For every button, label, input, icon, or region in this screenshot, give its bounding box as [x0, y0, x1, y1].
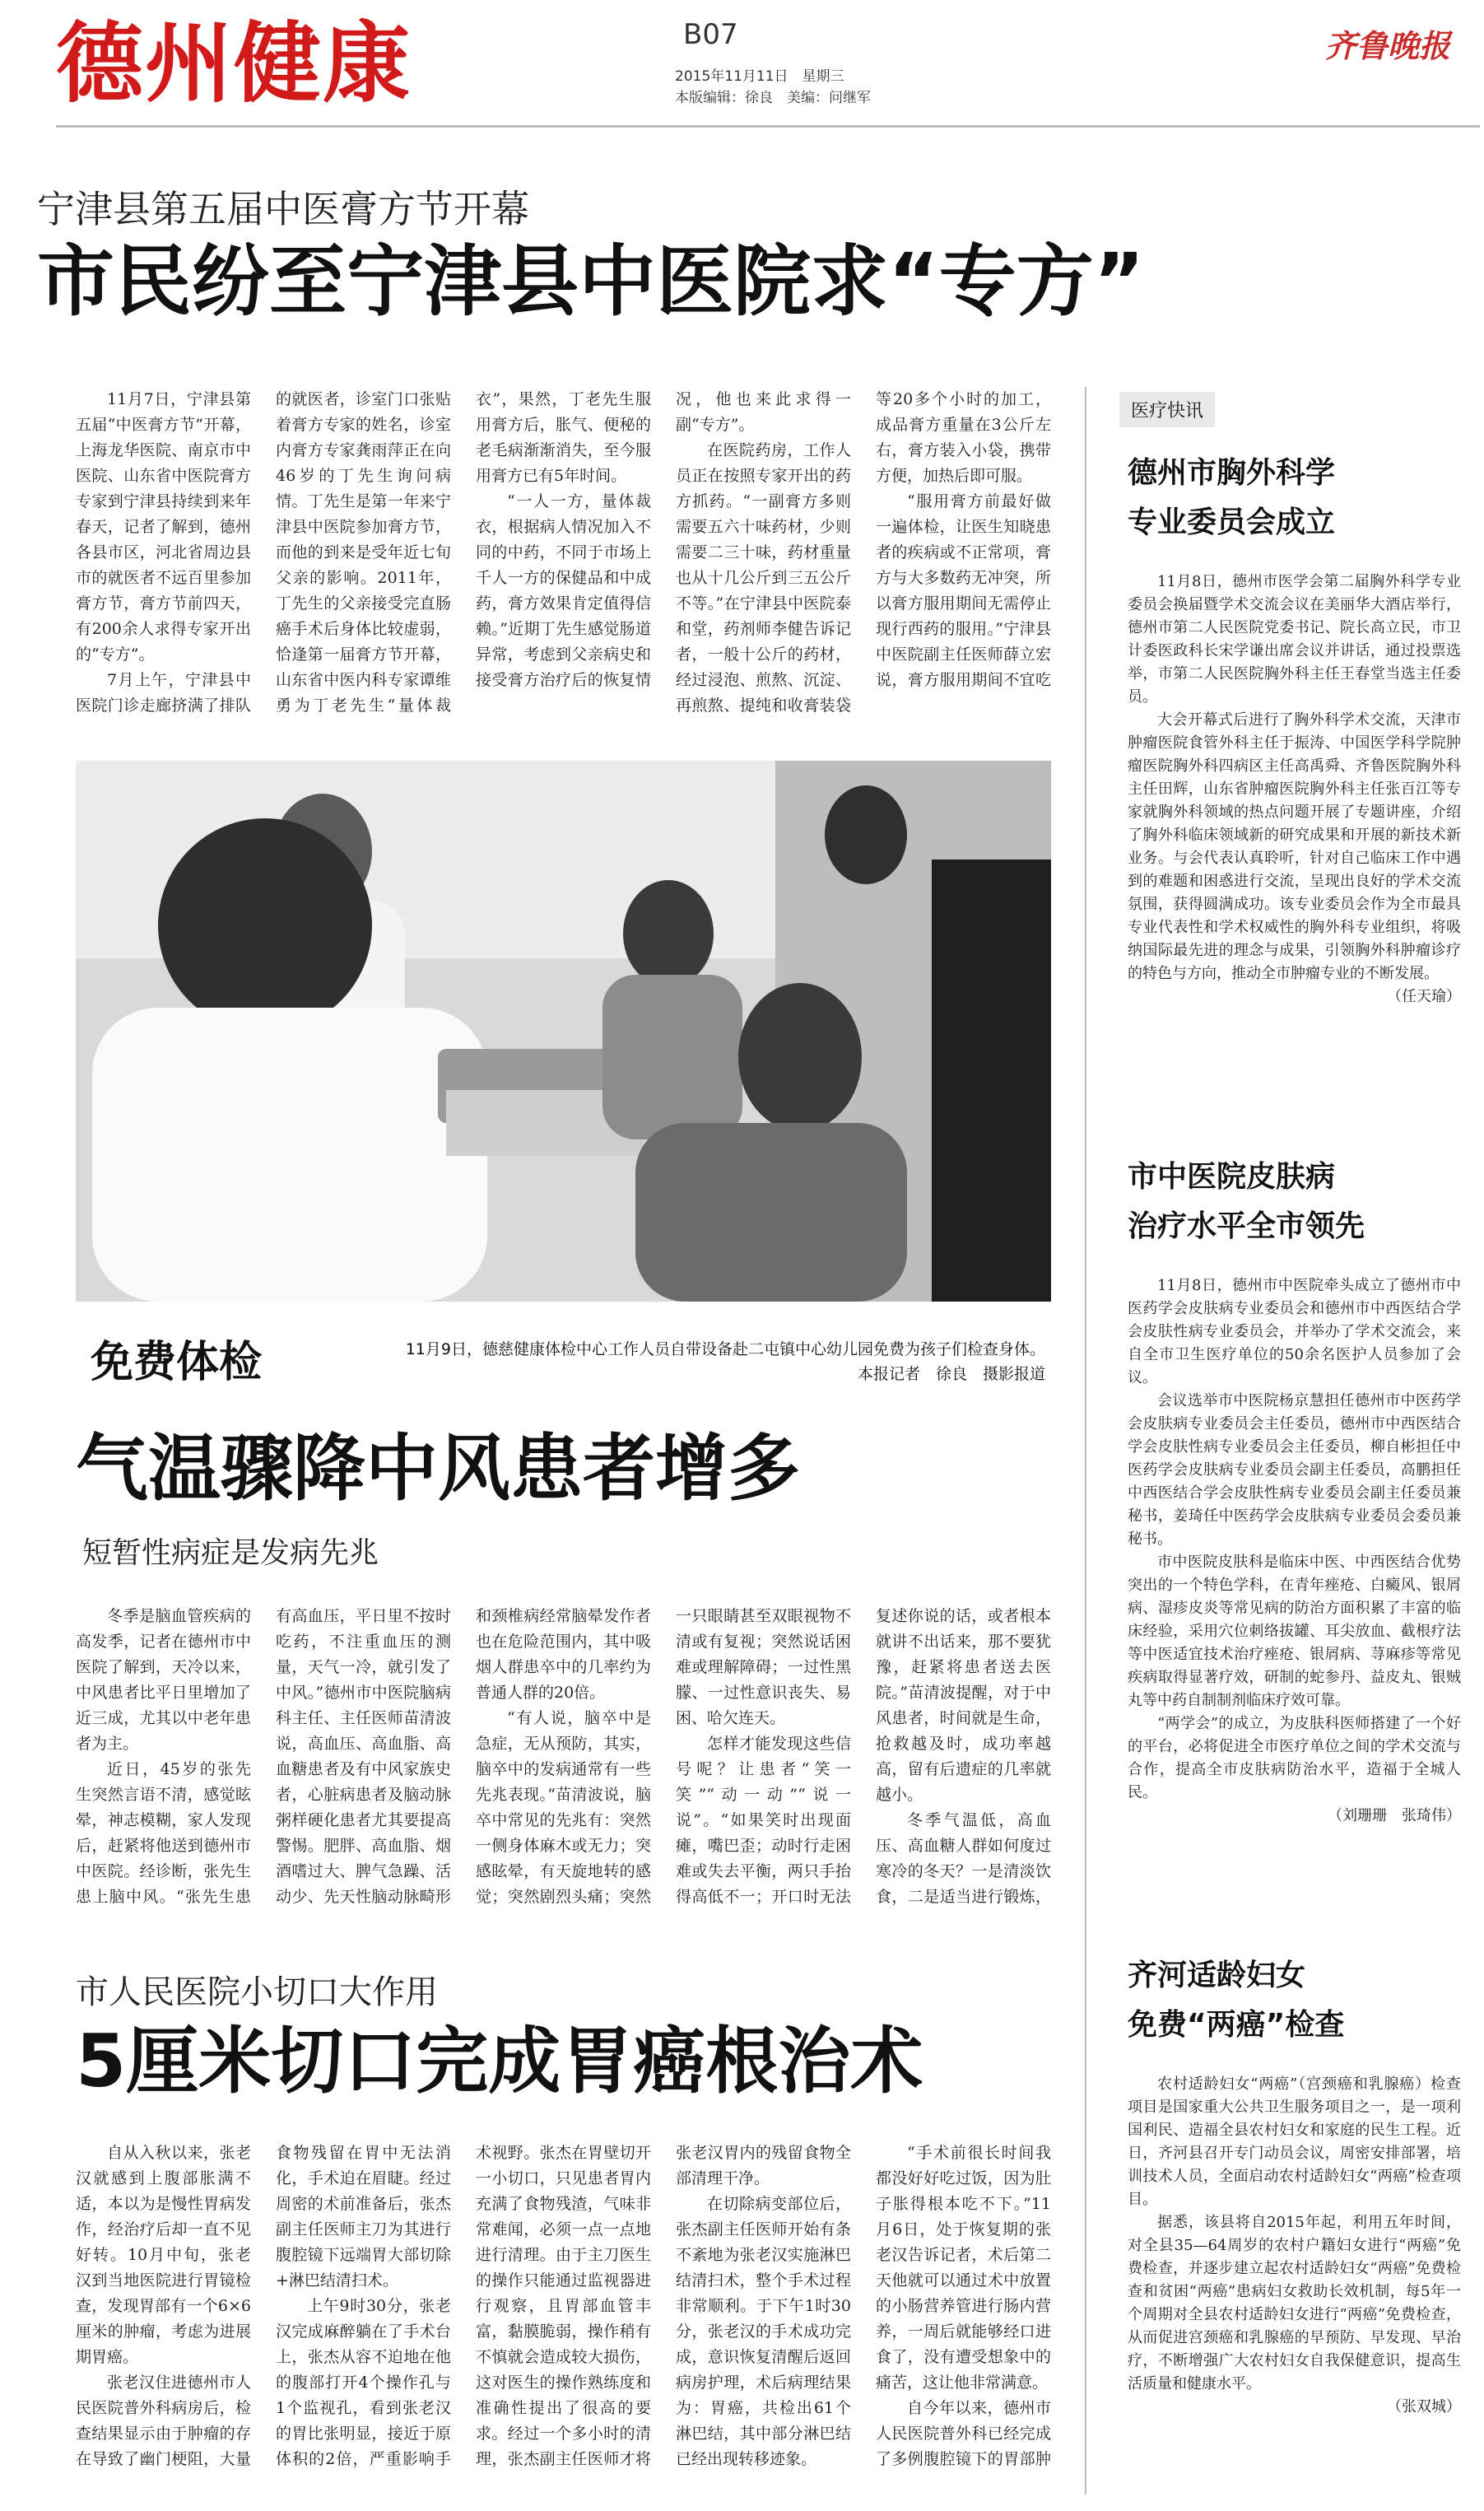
sidebar-item [1128, 1153, 1461, 1884]
masthead-meta [675, 66, 871, 109]
story3-paragraph: 在切除病变部位后，张杰副主任医师开始有条不紊地为张老汉实施淋巴结清扫术，整个手术过程非常顺利。于下午1时30分，张老汉的手术成功完成，意识恢复清醒后返回病房护理，术后病理结果为：胃癌，共检出61个淋巴结，其中部分淋巴结已经出现转移迹象。 [676, 2195, 851, 2468]
story1-kicker: 宁津县第五届中医膏方节开幕 [37, 187, 529, 231]
news-photo [76, 761, 1051, 1302]
story3-headline: 5厘米切口完成胃癌根治术 [76, 2019, 923, 2103]
sidebar-item [1128, 1951, 1461, 2509]
sidebar-section-label: 医疗快讯 [1119, 392, 1215, 427]
story3-paragraph: “手术前很长时间我都没好好吃过饭，因为肚子胀得根本吃不下。”11月6日，处于恢复期的张老汉告诉记者，术后第二天他就可以通过术中放置的小肠营养管进行肠内营养，一周后就能够经口进食了，没有遭受想象中的痛苦，这让他非常满意。 [876, 2144, 1051, 2392]
sidebar-item [1128, 449, 1461, 1130]
issue-date: 2015年11月11日 星期三 [675, 68, 844, 85]
story2-paragraph: 怎样才能发现这些信号呢？让患者“笑一笑”“动一动”“说一说”。“如果笑时出现面瘫，嘴巴歪；动时行走困难或失去平衡，两只手抬得高低不一；开口时无法复述你说的话，或者根本就讲不出话来，那不要犹豫，赶紧将患者送去医院。”苗清波提醒，对于中风患者，时间就是生命，抢救越及时，成功率越高，留有后遗症的几率就越小。 [676, 1607, 1051, 1906]
photo-caption: 11月9日，德慈健康体检中心工作人员自带设备赴二屯镇中心幼儿园免费为孩子们检查身体。 [405, 1340, 1045, 1358]
story3-paragraph: 上午9时30分，张老汉完成麻醉躺在了手术台上，张杰从容不迫地在他的腹部打开4个操作孔与1个监视孔，看到张老汉的胃比张明显，接近于原体积的2倍，严重影响手术视野。张杰在胃壁切开一小切口，只见患者胃内充满了食物残渣，气味非常难闻，必须一点一点地进行清理。由于主刀医生的操作只能通过监视器进行观察，且胃部血管丰富，黏膜脆弱，操作稍有不慎就会造成较大损伤，这对医生的操作熟练度和准确性提出了很高的要求。经过一个多小时的清理，张杰副主任医师才将张老汉胃内的残留食物全部清理干净。 [276, 2144, 851, 2468]
story1-body [76, 387, 1051, 733]
sidebar-item-title: 齐河适龄妇女 免费“两癌”检查 [1128, 1959, 1345, 2042]
story1-paragraph: “服用膏方前最好做一遍体检，让医生知晓患者的疾病或不正常项，膏方与大多数药无冲突，所以膏方服用期间无需停止现行西药的服用。”宁津县中医院副主任医师薛立宏说，膏方服用期间不宜吃 [876, 492, 1051, 689]
story1-paragraph: 在医院药房，工作人员正在按照专家开出的药方抓药。“一副膏方多则需要五六十味药材，少则需要二三十味，药材重量也从十几公斤到三五公斤不等。”在宁津县中医院泰和堂，药剂师李健告诉记者，一般十公斤的药材，经过浸泡、煎熬、沉淀、再煎熬、提纯和收膏装袋等20多个小时的加工，成品膏方重量在3公斤左右，膏方装入小袋，携带方便，加热后即可服。 [676, 390, 1051, 715]
sidebar-divider [1085, 387, 1086, 2495]
sidebar-item-title: 德州市胸外科学 专业委员会成立 [1128, 456, 1336, 539]
sidebar-item-title: 市中医院皮肤病 治疗水平全市领先 [1128, 1160, 1365, 1243]
photo-illustration [76, 761, 1051, 1302]
photo-caption-block [321, 1337, 1045, 1386]
story2-subhead: 短暂性病症是发病先兆 [82, 1536, 379, 1570]
story2-headline: 气温骤降中风患者增多 [76, 1426, 801, 1511]
story1-headline: 市民纷至宁津县中医院求“专方” [37, 237, 1145, 327]
masthead-rule [56, 125, 1480, 128]
sidebar-byline: （张双城） [1387, 2398, 1461, 2415]
page-number: B07 [683, 18, 738, 51]
sidebar-item-body: 农村适龄妇女“两癌”（宫颈癌和乳腺癌）检查项目是国家重大公共卫生服务项目之一，是一项利国利民、造福全县农村妇女和家庭的民生工程。近日，齐河县召开专门动员会议，周密安排部署，培训技术人员，全面启动农村适龄妇女“两癌”检查项目。 据悉，该县将自2015年起，利用五年时间，对全县35—64周岁的农村户籍妇女进行“两癌”免费检查，并逐步建立起农村适龄妇女“两癌”免费检查和贫困“两癌”患病妇女救助长效机制，每5年一个周期对全县农村适龄妇女进行“两癌”免费检查，从而促进宫颈癌和乳腺癌的早预防、早发现、早治疗，不断增强广大农村妇女自我保健意识，提高生活质量和健康水平。 （张双城） [1128, 2073, 1461, 2509]
story2-paragraph: “有人说，脑卒中是急症，无从预防，其实，脑卒中的发病通常有一些先兆表现。”苗清波说，脑卒中常见的先兆有：突然一侧身体麻木或无力；突感眩晕，有天旋地转的感觉；突然剧烈头痛；突然一只眼睛甚至双眼视物不清或有复视；突然说话困难或理解障碍；一过性黑朦、一过性意识丧失、易困、哈欠连天。 [476, 1607, 851, 1906]
story2-paragraph: 冬季是脑血管疾病的高发季，记者在德州市中医院了解到，天冷以来，中风患者比平日里增加了近三成，尤其以中老年患者为主。 [76, 1607, 251, 1753]
sidebar-byline: （刘珊珊 张琦伟） [1328, 1807, 1461, 1824]
story3-body [76, 2141, 1051, 2495]
sidebar-byline: （任天瑜） [1387, 988, 1461, 1005]
story3-paragraph: 自今年以来，德州市人民医院普外科已经完成了多例腹腔镜下的胃部肿 [876, 2399, 1051, 2468]
story1-paragraph: 7月上午，宁津县中医院门诊走廊挤满了排队的就医者，诊室门口张贴着膏方专家的姓名，诊室内膏方专家龚雨萍正在向46岁的丁先生询问病情。丁先生是第一年来宁津县中医院参加膏方节，而他的到来是受年近七旬父亲的影响。2011年，丁先生的父亲接受完直肠癌手术后身体比较虚弱，恰逢第一届膏方节开幕，山东省中医内科专家谭维勇为丁老先生“量体裁衣”，果然，丁老先生服用膏方后，胀气、便秘的老毛病渐渐消失，至今服用膏方已有5年时间。 [76, 390, 651, 715]
story1-paragraph: “一人一方，量体裁衣，根据病人情况加入不同的中药，不同于市场上千人一方的保健品和中成药，膏方效果肯定值得信赖。”近期丁先生感觉肠道异常，考虑到父亲病史和接受膏方治疗后的恢复情况，他也来此求得一副“专方”。 [476, 390, 851, 689]
story1-paragraph: 11月7日，宁津县第五届“中医膏方节”开幕，上海龙华医院、南京市中医院、山东省中医院膏方专家到宁津县持续到来年春天，记者了解到，德州各县市区，河北省周边县市的就医者不远百里参加膏方节，膏方节前四天，有200余人求得专家开出的“专方”。 [76, 390, 251, 664]
newspaper-logo: 齐鲁晚报 [1325, 27, 1451, 64]
photo-title: 免费体检 [91, 1338, 263, 1387]
story2-paragraph: 冬季气温低，高血压、高血糖人群如何度过寒冷的冬天？一是清淡饮食，二是适当进行锻炼， [876, 1811, 1051, 1906]
masthead-title: 德州健康 [56, 13, 412, 114]
story3-paragraph: 自从入秋以来，张老汉就感到上腹部胀满不适，本以为是慢性胃病发作，经治疗后却一直不见好转。10月中旬，张老汉到当地医院进行胃镜检查，发现胃部有一个6×6厘米的肿瘤，考虑为进展期胃癌。 [76, 2144, 251, 2366]
story2-paragraph: 近日，45岁的张先生突然言语不清，感觉眩晕，神志模糊，家人发现后，赶紧将他送到德州市中医院。经诊断，张先生患上脑中风。“张先生患有高血压，平日里不按时吃药，不注重血压的测量，天气一冷，就引发了中风。”德州市中医院脑病科主任、主任医师苗清波说，高血压、高血脂、高血糖患者及有中风家族史者，心脏病患者及脑动脉粥样硬化患者尤其要提高警惕。肥胖、高血脂、烟酒嗜过大、脾气急躁、活动少、先天性脑动脉畸形和颈椎病经常脑晕发作者也在危险范围内，其中吸烟人群患卒中的几率约为普通人群的20倍。 [76, 1607, 651, 1906]
story2-body [76, 1604, 1051, 1933]
sidebar-item-body: 11月8日，德州市医学会第二届胸外科学专业委员会换届暨学术交流会议在美丽华大酒店举行，德州市第二人民医院党委书记、院长高立民，市卫计委医政科长宋学谦出席会议并讲话，通过投票选举，市第二人民医院胸外科主任王春堂当选主任委员。 大会开幕式后进行了胸外科学术交流，天津市肿瘤医院食管外科主任于振涛、中国医学科学院肿瘤医院胸外科四病区主任高禹舜、齐鲁医院胸外科主任田辉，山东省肿瘤医院胸外科主任张百江等专家就胸外科领域的热点问题开展了专题讲座，介绍了胸外科临床领域新的研究成果和开展的新技术新业务。与会代表认真聆听，针对自己临床工作中遇到的难题和困惑进行交流，呈现出良好的学术交流氛围，获得圆满成功。该专业委员会作为全市最具专业代表性和学术权威性的胸外科专业组织，将吸纳国际最先进的理念与成果，引领胸外科肿瘤诊疗的特色与方向，推动全市肿瘤专业的不断发展。 （任天瑜） [1128, 571, 1461, 1130]
photo-credit: 本报记者 徐良 摄影报道 [857, 1365, 1045, 1383]
editors-line: 本版编辑：徐良 美编：问继军 [675, 90, 871, 106]
sidebar-item-body: 11月8日，德州市中医院牵头成立了德州市中医药学会皮肤病专业委员会和德州市中西医结合学会皮肤性病专业委员会，并举办了学术交流会，来自全市卫生医疗单位的50余名医护人员参加了会议。 会议选举市中医院杨京慧担任德州市中医药学会皮肤病专业委员会主任委员，德州市中西医结合学会皮肤性病专业委员会主任委员，柳自彬担任中医药学会皮肤病专业委员会副主任委员，高鹏担任中西医结合学会皮肤性病专业委员会副主任委员兼秘书，姜琦任中医药学会皮肤病专业委员会委员兼秘书。 市中医院皮肤科是临床中医、中西医结合优势突出的一个特色学科，在青年痤疮、白癜风、银屑病、湿疹皮炎等常见病的防治方面积累了丰富的临床经验，采用穴位刺络拔罐、耳尖放血、截根疗法等中医适宜技术治疗痤疮、银屑病、荨麻疹等常见疾病取得显著疗效，研制的蛇参丹、益皮丸、银贼丸等中药自制制剂临床疗效可靠。 “两学会”的成立，为皮肤科医师搭建了一个好的平台，必将促进全市医疗单位之间的学术交流与合作，提高全市皮肤病防治水平，造福于全城人民。 （刘珊珊 张琦伟） [1128, 1274, 1461, 1884]
story3-paragraph: 张老汉住进德州市人民医院普外科病房后，检查结果显示由于肿瘤的存在导致了幽门梗阻，大量食物残留在胃中无法消化，手术迫在眉睫。经过周密的术前准备后，张杰副主任医师主刀为其进行腹腔镜下远端胃大部切除+淋巴结清扫术。 [76, 2144, 451, 2468]
story3-kicker: 市人民医院小切口大作用 [76, 1973, 438, 2011]
